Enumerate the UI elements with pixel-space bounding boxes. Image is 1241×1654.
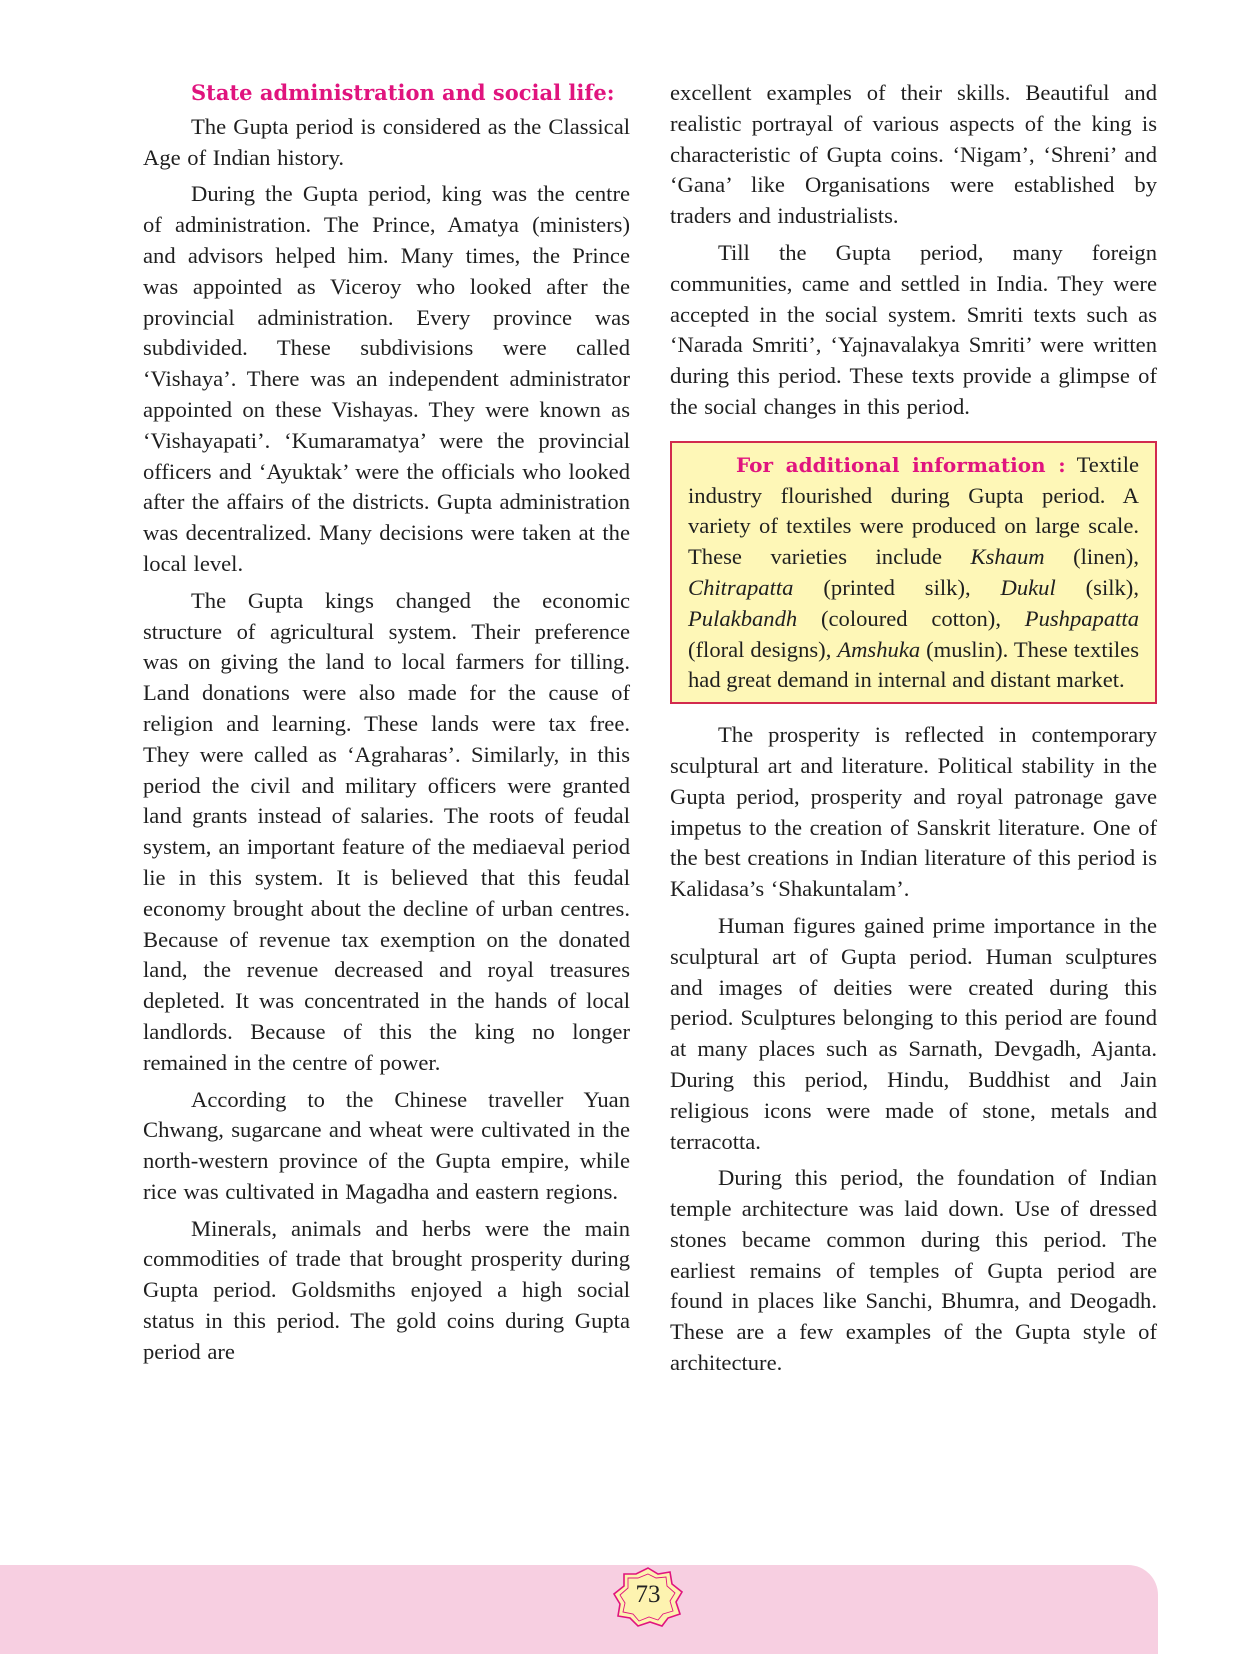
page-number: 73	[635, 1581, 661, 1608]
footer-band	[0, 1565, 1158, 1654]
additional-info-box	[670, 441, 1157, 704]
info-box-text	[688, 450, 1139, 696]
paragraph: According to the Chinese traveller Yuan Chwang, sugarcane and wheat were cultivated in the north-western province of the Gupta empire, while rice was cultivated in Magadha and eastern regions.	[143, 1086, 630, 1204]
paragraph: The Gupta period is considered as the Classical Age of Indian history.	[143, 113, 630, 170]
info-text: (silk),	[1055, 574, 1139, 600]
info-box-lead: For additional information :	[736, 452, 1066, 477]
textile-term: Amshuka	[837, 636, 921, 662]
paragraph: Human figures gained prime importance in the sculptural art of Gupta period. Human sculptures and images of deities were created during this period. Sculptures belonging to this period are found at many places such as Sarnath, Devgadh, Ajanta. During this period, Hindu, Buddhist and Jain religious icons were made of stone, metals and terracotta.	[670, 912, 1157, 1154]
textile-term: Kshaum	[970, 544, 1045, 570]
left-column	[143, 78, 630, 1374]
paragraph: Till the Gupta period, many foreign communities, came and settled in India. They were accepted in the social system. Smriti texts such as ‘Narada Smriti’, ‘Yajnavalakya Smriti’ were written during this period. These texts provide a glimpse of the social changes in this period.	[670, 239, 1157, 419]
paragraph: Minerals, animals and herbs were the main commodities of trade that brought prosperity during Gupta period. Goldsmiths enjoyed a high social status in this period. The gold coins during Gupta period are	[143, 1215, 630, 1364]
info-text: (floral designs),	[688, 636, 838, 662]
textile-term: Dukul	[1000, 574, 1056, 600]
textile-term: Pulakbandh	[688, 605, 798, 631]
paragraph: During the Gupta period, king was the centre of administration. The Prince, Amatya (ministers) and advisors helped him. Many times, the Prince was appointed as Viceroy who looked after the provincial administration. Every province was subdivided. These subdivisions were called ‘Vishaya’. There was an independent administrator appointed on these Vishayas. They were known as ‘Vishayapati’. ‘Kumaramatya’ were the provincial officers and ‘Ayuktak’ were the officials who looked after the affairs of the districts. Gupta administration was decentralized. Many decisions were taken at the local level.	[143, 181, 630, 576]
section-heading: State administration and social life:	[191, 80, 615, 105]
paragraph: excellent examples of their skills. Beautiful and realistic portrayal of various aspects of the king is characteristic of Gupta coins. ‘Nigam’, ‘Shreni’ and ‘Gana’ like Organisations were established by traders and industrialists.	[670, 80, 1157, 229]
paragraph: The Gupta kings changed the economic structure of agricultural system. Their preference was on giving the land to local farmers for tilling. Land donations were also made for the cause of religion and learning. These lands were tax free. They were called as ‘Agraharas’. Similarly, in this period the civil and military officers were granted land grants instead of salaries. The roots of feudal system, an important feature of the mediaeval period lie in this system. It is believed that this feudal economy brought about the decline of urban centres. Because of revenue tax exemption on the donated land, the revenue decreased and royal treasures depleted. It was concentrated in the hands of local landlords. Because of this the king no longer remained in the centre of power.	[143, 587, 630, 1075]
textile-term: Chitrapatta	[688, 574, 794, 600]
info-text: (printed silk),	[793, 574, 1001, 600]
info-text: (coloured cotton),	[797, 605, 1025, 631]
info-text: (muslin). These textiles had great demand in internal and distant market.	[688, 636, 1140, 693]
paragraph: During this period, the foundation of Indian temple architecture was laid down. Use of dressed stones became common during this period. The earliest remains of temples of Gupta period are found in places like Sanchi, Bhumra, and Deogadh. These are a few examples of the Gupta style of architecture.	[670, 1165, 1157, 1376]
paragraph: The prosperity is reflected in contemporary sculptural art and literature. Political stability in the Gupta period, prosperity and royal patronage gave impetus to the creation of Sanskrit literature. One of the best creations in Indian literature of this period is Kalidasa’s ‘Shakuntalam’.	[670, 722, 1157, 902]
info-text: Textile industry flourished during Gupta period. A variety of textiles were produced on large scale. These varieties include	[688, 451, 1139, 570]
right-column	[670, 78, 1157, 1385]
info-text: (linen),	[1044, 544, 1139, 570]
textile-term: Pushpapatta	[1024, 605, 1139, 631]
